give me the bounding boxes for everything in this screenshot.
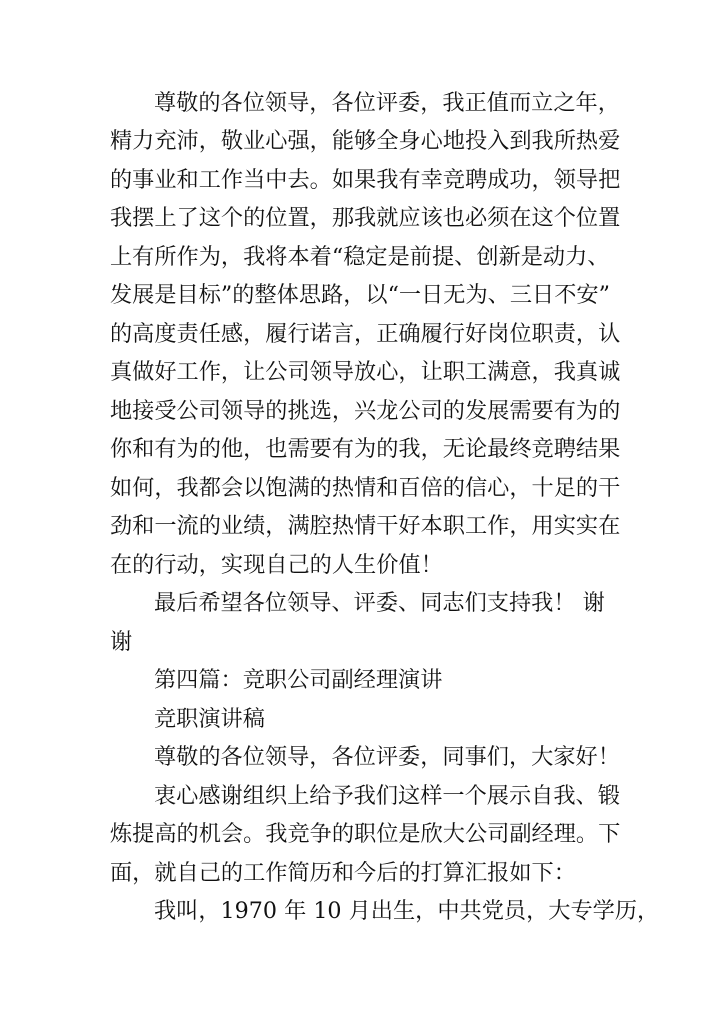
text-line: 真做好工作，让公司领导放心，让职工满意，我真诚 [110, 359, 621, 385]
text-line: 精力充沛，敬业心强，能够全身心地投入到我所热爱 [110, 128, 621, 154]
text-line: 的高度责任感，履行诺言，正确履行好岗位职责，认 [110, 321, 621, 347]
text-line: 最后希望各位领导、评委、同志们支持我！ 谢 [154, 590, 605, 616]
text-line: 谢 [110, 629, 133, 655]
subheading: 竞职演讲稿 [154, 706, 265, 732]
text-line: 炼提高的机会。我竞争的职位是欣大公司副经理。下 [110, 821, 621, 847]
text-line: 如何，我都会以饱满的热情和百倍的信心，十足的干 [110, 475, 621, 501]
text-line: 面，就自己的工作简历和今后的打算汇报如下： [110, 860, 576, 886]
text-line: 我摆上了这个的位置，那我就应该也必须在这个位置 [110, 205, 621, 231]
text-line: 在的行动，实现自己的人生价值！ [110, 552, 443, 578]
text-line: 尊敬的各位领导，各位评委，我正值而立之年， [154, 90, 620, 116]
text-line: 劲和一流的业绩，满腔热情干好本职工作，用实实在 [110, 513, 621, 539]
text-line: 发展是目标”的整体思路，以“一日无为、三日不安” [110, 282, 610, 308]
text-line: 上有所作为，我将本着“稳定是前提、创新是动力、 [110, 244, 610, 270]
section-heading: 第四篇：竞职公司副经理演讲 [154, 667, 443, 693]
text-line: 尊敬的各位领导，各位评委，同事们，大家好！ [154, 744, 620, 770]
text-line: 地接受公司领导的挑选，兴龙公司的发展需要有为的 [110, 398, 621, 424]
text-line: 衷心感谢组织上给予我们这样一个展示自我、锻 [154, 783, 620, 809]
text-line: 我叫，1970 年 10 月出生，中共党员，大专学历， [154, 898, 660, 924]
text-line: 你和有为的他，也需要有为的我，无论最终竞聘结果 [110, 436, 621, 462]
text-line: 的事业和工作当中去。如果我有幸竞聘成功，领导把 [110, 167, 621, 193]
